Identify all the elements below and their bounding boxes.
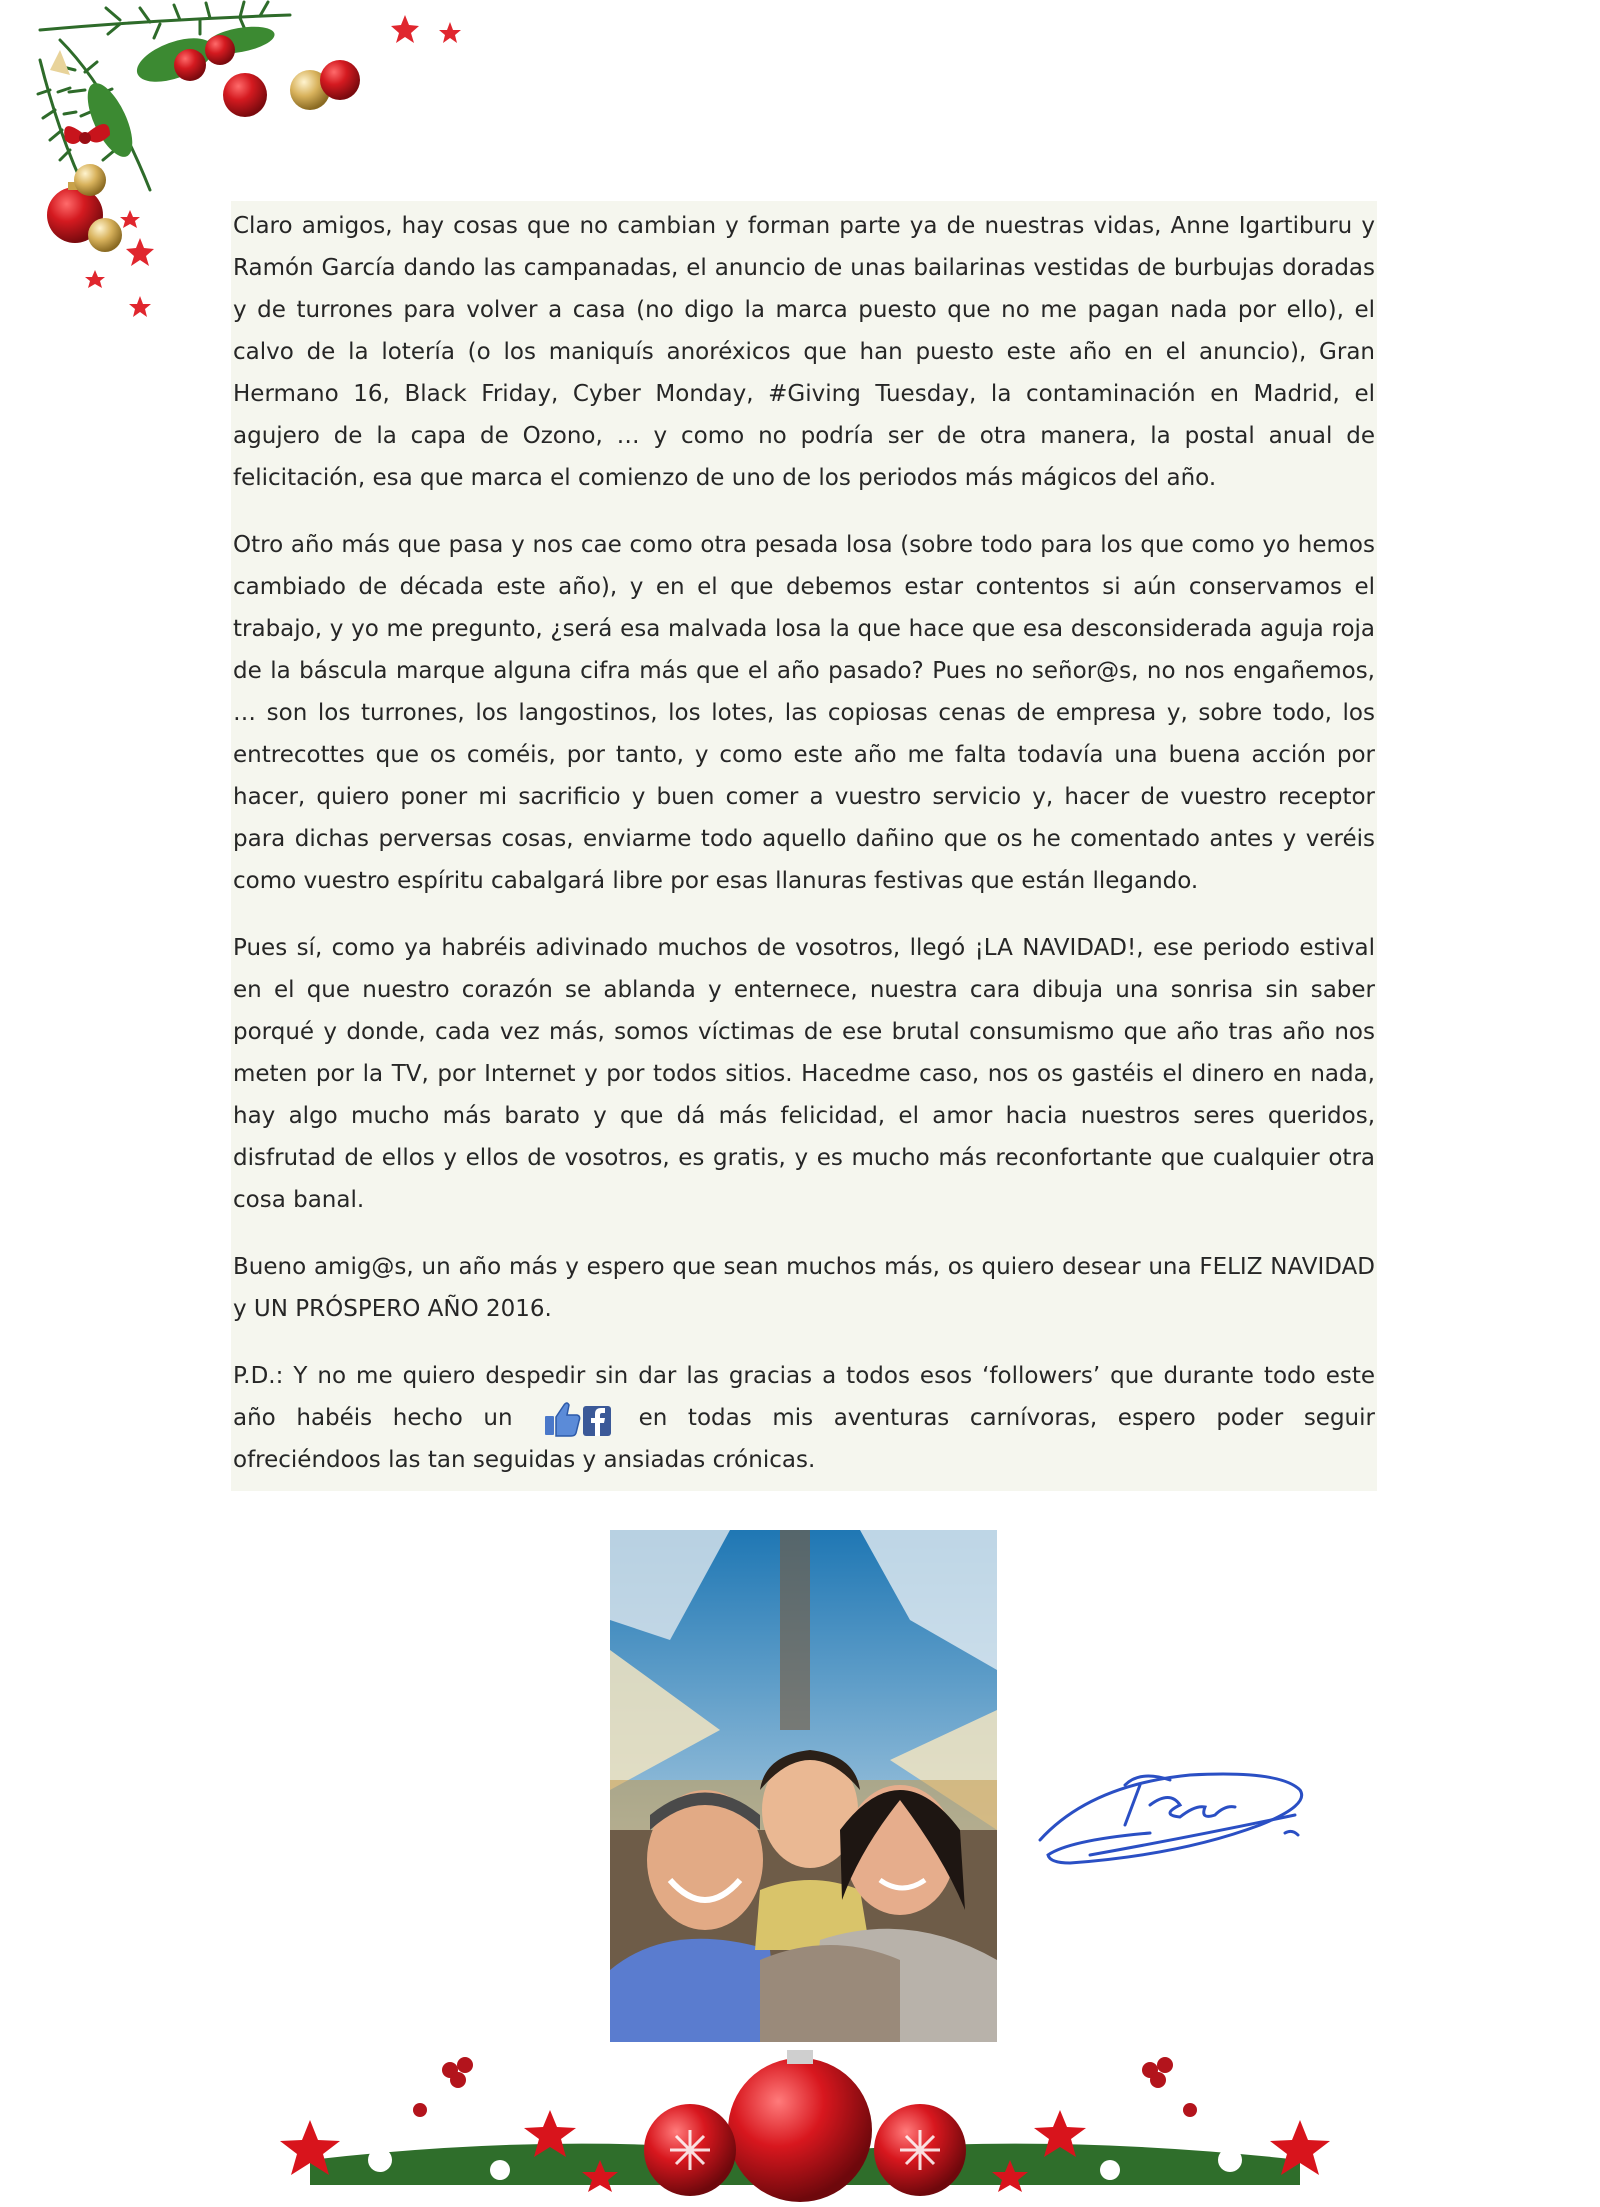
thumbs-up-icon bbox=[545, 1403, 580, 1436]
letter-paragraph-1: Claro amigos, hay cosas que no cambian y forman parte ya de nuestras vidas, Anne Igartiburu y Ramón García dando las campanadas, el anuncio de unas bailarinas vestidas de burbujas doradas y de turrones para volver a casa (no digo la marca puesto que no me pagan nada por ello), el calvo de la lotería (o los maniquís anoréxicos que han puesto este año en el anuncio), Gran Hermano 16, Black Friday, Cyber Monday, #Giving Tuesday, la contaminación en Madrid, el agujero de la capa de Ozono, … y como no podría ser de otra manera, la postal anual de felicitación, esa que marca el comienzo de uno de los periodos más mágicos del año. bbox=[233, 213, 1375, 491]
letter-postscript bbox=[231, 1355, 1377, 1481]
family-photo bbox=[610, 1530, 997, 2042]
facebook-icon bbox=[583, 1406, 611, 1436]
letter-body bbox=[231, 201, 1377, 1491]
postscript-text-start: P.D.: Y no me quiero despedir sin dar las gracias a todos esos ‘followers’ que durante todo este año habéis hecho un bbox=[233, 1363, 1375, 1431]
signature bbox=[1030, 1745, 1330, 1875]
like-facebook-icons bbox=[543, 1400, 613, 1438]
letter-paragraph-4: Bueno amig@s, un año más y espero que sean muchos más, os quiero desear una FELIZ NAVIDAD y UN PRÓSPERO AÑO 2016. bbox=[233, 1254, 1375, 1322]
letter-paragraph-2: Otro año más que pasa y nos cae como otra pesada losa (sobre todo para los que como yo hemos cambiado de década este año), y en el que debemos estar contentos si aún conservamos el trabajo, y yo me pregunto, ¿será esa malvada losa la que hace que esa desconsiderada aguja roja de la báscula marque alguna cifra más que el año pasado? Pues no señor@s, no nos engañemos, … son los turrones, los langostinos, los lotes, las copiosas cenas de empresa y, sobre todo, los entrecottes que os coméis, por tanto, y como este año me falta todavía una buena acción por hacer, quiero poner mi sacrificio y buen comer a vuestro servicio y, hacer de vuestro receptor para dichas perversas cosas, enviarme todo aquello dañino que os he comentado antes y veréis como vuestro espíritu cabalgará libre por esas llanuras festivas que están llegando. bbox=[233, 532, 1375, 894]
postscript-text-end: en todas mis aventuras carnívoras, espero poder seguir ofreciéndoos las tan seguidas y ansiadas crónicas. bbox=[233, 1405, 1375, 1473]
letter-paragraph-3: Pues sí, como ya habréis adivinado muchos de vosotros, llegó ¡LA NAVIDAD!, ese periodo estival en el que nuestro corazón se ablanda y enternece, nuestra cara dibuja una sonrisa sin saber porqué y donde, cada vez más, somos víctimas de ese brutal consumismo que año tras año nos meten por la TV, por Internet y por todos sitios. Hacedme caso, nos os gastéis el dinero en nada, hay algo mucho más barato y que dá más felicidad, el amor hacia nuestros seres queridos, disfrutad de ellos y ellos de vosotros, es gratis, y es mucho más reconfortante que cualquier otra cosa banal. bbox=[233, 935, 1375, 1213]
christmas-bottom-decoration bbox=[270, 2010, 1340, 2207]
